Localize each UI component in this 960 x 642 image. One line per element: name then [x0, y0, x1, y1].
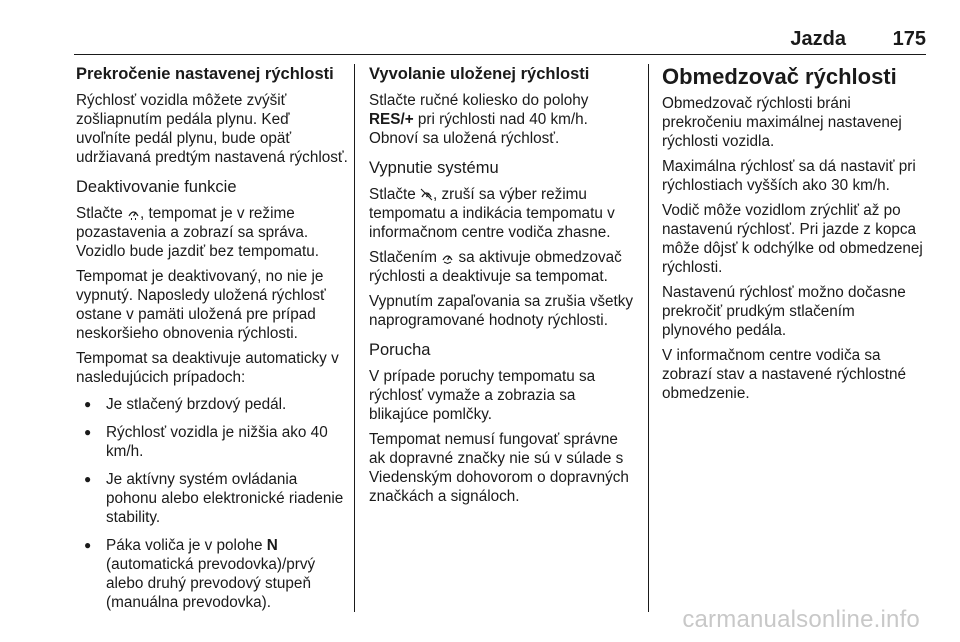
paragraph: Tempomat sa deaktivuje automaticky v nasledujúcich prípadoch: — [76, 350, 339, 386]
watermark: carmanualsonline.info — [682, 606, 920, 633]
paragraph: V prípade poruchy tempomatu sa rýchlosť vymaže a zobrazia sa blikajúce pomlčky. — [369, 368, 596, 423]
column-3 — [662, 64, 928, 409]
list-item: ● Rýchlosť vozidla je nižšia ako 40 km/h. — [76, 423, 348, 461]
auto-deactivation-list — [76, 395, 348, 612]
heading-exceed-speed: Prekročenie nastavenej rýchlosti — [76, 65, 334, 83]
header-rule — [74, 54, 926, 55]
column-divider-1 — [354, 64, 355, 612]
column-divider-2 — [648, 64, 649, 612]
paragraph: Stlačením sa aktivuje obmedzovač rýchlosti a deaktivuje sa tempomat. — [369, 249, 622, 285]
heading-fault: Porucha — [369, 341, 431, 359]
list-item: ● Páka voliča je v polohe N (automatická prevodovka)/prvý alebo druhý prevodový stupeň (manuálna prevodovka). — [76, 536, 348, 612]
section-title: Jazda — [790, 28, 846, 50]
paragraph: Stlačte , tempomat je v režime pozastavenia a zobrazí sa správa. Vozidlo bude jazdiť bez tempomatu. — [76, 205, 319, 260]
heading-switch-off: Vypnutie systému — [369, 159, 499, 177]
paragraph: Vodič môže vozidlom zrýchliť až po nastavenú rýchlosť. Pri jazde z kopca môže dôjsť k odchýlke od obmedzenej rýchlosti. — [662, 202, 923, 276]
speed-limiter-icon — [441, 250, 454, 264]
paragraph: Rýchlosť vozidla môžete zvýšiť zošliapnutím pedála plynu. Keď uvoľníte pedál plynu, bude opäť udržiavaná predtým nastavená rýchlosť. — [76, 92, 348, 166]
list-item: ● Je stlačený brzdový pedál. — [76, 395, 348, 414]
heading-recall-speed: Vyvolanie uloženej rýchlosti — [369, 65, 590, 83]
paragraph: Tempomat je deaktivovaný, no nie je vypnutý. Naposledy uložená rýchlosť ostane v pamäti uložená pre prípad neskoršieho obnovenia rýchlosti. — [76, 268, 326, 342]
page-header — [0, 0, 960, 62]
page-number: 175 — [892, 28, 926, 50]
paragraph: Obmedzovač rýchlosti bráni prekročeniu maximálnej nastavenej rýchlosti vozidla. — [662, 95, 902, 150]
heading-speed-limiter: Obmedzovač rýchlosti — [662, 64, 897, 89]
cruise-off-icon — [420, 187, 433, 201]
paragraph: Vypnutím zapaľovania sa zrušia všetky naprogramované hodnoty rýchlosti. — [369, 293, 634, 329]
column-2 — [369, 64, 635, 512]
paragraph: Stlačte ručné koliesko do polohy RES/+ pri rýchlosti nad 40 km/h. Obnoví sa uložená rýchlosť. — [369, 92, 589, 147]
paragraph: Stlačte , zruší sa výber režimu tempomatu a indikácia tempomatu v informačnom centre vodiča zhasne. — [369, 186, 615, 241]
paragraph: Tempomat nemusí fungovať správne ak dopravné značky nie sú v súlade s Viedenským dohovorom o dopravných značkách a signáloch. — [369, 431, 629, 505]
heading-deactivate: Deaktivovanie funkcie — [76, 178, 237, 196]
paragraph: V informačnom centre vodiča sa zobrazí stav a nastavené rýchlostné obmedzenie. — [662, 347, 907, 402]
paragraph: Nastavenú rýchlosť možno dočasne prekročiť prudkým stlačením plynového pedála. — [662, 284, 906, 339]
column-1 — [76, 64, 348, 621]
list-item: ● Je aktívny systém ovládania pohonu alebo elektronické riadenie stability. — [76, 470, 348, 527]
cruise-pause-icon — [127, 206, 140, 220]
paragraph: Maximálna rýchlosť sa dá nastaviť pri rýchlostiach vyšších ako 30 km/h. — [662, 158, 916, 194]
